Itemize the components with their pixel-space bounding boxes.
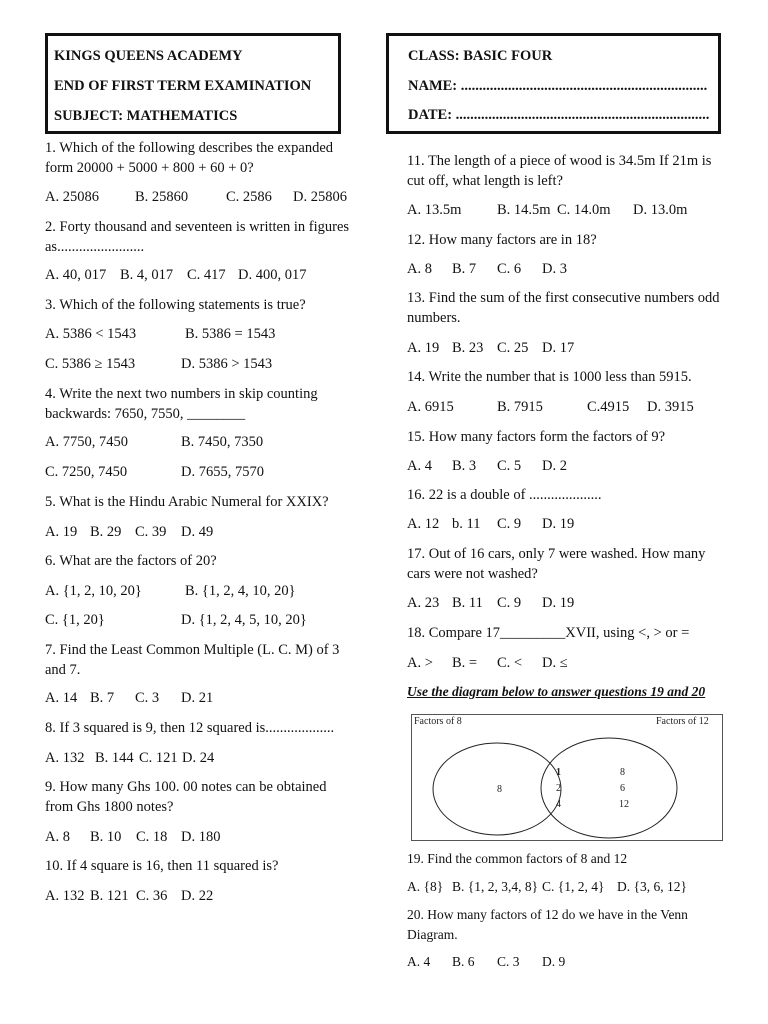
- question-13: 13. Find the sum of the first consecutive numbers odd numbers.: [407, 290, 720, 326]
- option: D. 22: [181, 888, 214, 904]
- option: C. 9: [497, 516, 522, 532]
- venn-common-item: 1: [556, 767, 561, 778]
- question-12: 12. How many factors are in 18?: [407, 232, 597, 248]
- option: B. {1, 2, 3,4, 8}: [452, 879, 539, 894]
- venn-left-only-item: 8: [497, 784, 502, 795]
- option: C. 18: [136, 829, 168, 845]
- venn-right-only-item: 8: [620, 767, 625, 778]
- diagram-instruction: Use the diagram below to answer questions 19 and 20: [407, 684, 706, 699]
- header-left-box: [45, 33, 341, 134]
- option: D. 3: [542, 261, 567, 277]
- option: D. ≤: [542, 655, 568, 671]
- option: A. 19: [407, 340, 440, 356]
- option: C. 36: [136, 888, 168, 904]
- option: B. 25860: [135, 189, 189, 205]
- venn-common-item: 4: [556, 799, 561, 810]
- option: D. 5386 > 1543: [181, 356, 273, 372]
- option: A. 132: [45, 750, 85, 766]
- option: C. 3: [135, 690, 160, 706]
- option: A. 14: [45, 690, 78, 706]
- option: D. 25806: [293, 189, 347, 205]
- option: C. {1, 2, 4}: [542, 879, 605, 894]
- exam-title: END OF FIRST TERM EXAMINATION: [54, 78, 312, 94]
- option: A. 8: [407, 261, 432, 277]
- option: C. 7250, 7450: [45, 464, 128, 480]
- subject-title: SUBJECT: MATHEMATICS: [54, 108, 238, 124]
- name-field: NAME: ....................................................................: [408, 78, 708, 94]
- option: C. 9: [497, 595, 522, 611]
- option: D. 13.0m: [633, 202, 688, 218]
- option: C.4915: [587, 399, 630, 415]
- option: C. 5386 ≥ 1543: [45, 356, 136, 372]
- option: D. 2: [542, 458, 567, 474]
- option: C. <: [497, 655, 523, 671]
- venn-right-only-item: 6: [620, 783, 625, 794]
- option: A. {1, 2, 10, 20}: [45, 583, 142, 599]
- question-1: 1. Which of the following describes the expanded form 20000 + 5000 + 800 + 60 + 0?: [45, 140, 334, 176]
- option: B. 7: [90, 690, 115, 706]
- option: D. 19: [542, 595, 575, 611]
- class-label: CLASS: BASIC FOUR: [408, 48, 553, 64]
- question-15: 15. How many factors form the factors of 9?: [407, 429, 666, 445]
- option: A. 6915: [407, 399, 454, 415]
- question-14: 14. Write the number that is 1000 less than 5915.: [407, 369, 692, 385]
- option: D. 49: [181, 524, 214, 540]
- option: B. =: [452, 655, 478, 671]
- date-field: DATE: ......................................................................: [408, 107, 710, 123]
- option: B. {1, 2, 4, 10, 20}: [185, 583, 296, 599]
- question-6: 6. What are the factors of 20?: [45, 553, 217, 569]
- question-2: 2. Forty thousand and seventeen is written in figures as........................: [45, 219, 350, 255]
- option: D. 180: [181, 829, 221, 845]
- option: A. 4: [407, 954, 431, 969]
- option: B. 7450, 7350: [181, 434, 264, 450]
- option: D. 400, 017: [238, 267, 307, 283]
- option: A. 19: [45, 524, 78, 540]
- option: D. 24: [182, 750, 215, 766]
- option: D. 19: [542, 516, 575, 532]
- question-18: 18. Compare 17_________XVII, using <, > or =: [407, 625, 690, 641]
- question-3: 3. Which of the following statements is true?: [45, 297, 306, 313]
- option: C. 14.0m: [557, 202, 611, 218]
- option: C. 39: [135, 524, 167, 540]
- option: B. 4, 017: [120, 267, 174, 283]
- question-8: 8. If 3 squared is 9, then 12 squared is...................: [45, 720, 335, 736]
- option: A. {8}: [407, 879, 444, 894]
- option: A. 40, 017: [45, 267, 107, 283]
- option: C. 121: [139, 750, 178, 766]
- option: C. 417: [187, 267, 226, 283]
- option: B. 6: [452, 954, 475, 969]
- venn-common-item: 2: [556, 783, 561, 794]
- option: D. 9: [542, 954, 566, 969]
- option: A. 13.5m: [407, 202, 462, 218]
- option: b. 11: [452, 516, 481, 532]
- question-20: 20. How many factors of 12 do we have in the Venn Diagram.: [407, 907, 688, 942]
- option: C. {1, 20}: [45, 612, 105, 628]
- option: A. 12: [407, 516, 440, 532]
- option: B. 7915: [497, 399, 543, 415]
- option: B. 7: [452, 261, 477, 277]
- option: B. 29: [90, 524, 122, 540]
- option: A. 4: [407, 458, 432, 474]
- question-5: 5. What is the Hindu Arabic Numeral for XXIX?: [45, 494, 329, 510]
- question-4: 4. Write the next two numbers in skip counting backwards: 7650, 7550, ________: [45, 386, 318, 422]
- option: B. 11: [452, 595, 483, 611]
- option: D. {3, 6, 12}: [617, 879, 687, 894]
- school-name: KINGS QUEENS ACADEMY: [54, 48, 243, 64]
- question-9: 9. How many Ghs 100. 00 notes can be obtained from Ghs 1800 notes?: [45, 779, 327, 815]
- option: B. 3: [452, 458, 477, 474]
- option: C. 5: [497, 458, 522, 474]
- option: D. 3915: [647, 399, 694, 415]
- option: A. 132: [45, 888, 85, 904]
- option: D. 7655, 7570: [181, 464, 264, 480]
- venn-right-title: Factors of 12: [656, 716, 709, 727]
- question-7: 7. Find the Least Common Multiple (L. C. M) of 3 and 7.: [45, 642, 340, 678]
- option: A. 25086: [45, 189, 99, 205]
- option: C. 25: [497, 340, 529, 356]
- option: B. 144: [95, 750, 134, 766]
- option: B. 14.5m: [497, 202, 551, 218]
- option: B. 121: [90, 888, 129, 904]
- header-right-box: [386, 33, 721, 134]
- option: B. 5386 = 1543: [185, 326, 276, 342]
- question-17: 17. Out of 16 cars, only 7 were washed. How many cars were not washed?: [407, 546, 706, 582]
- option: B. 10: [90, 829, 122, 845]
- option: A. 7750, 7450: [45, 434, 128, 450]
- option: D. 21: [181, 690, 214, 706]
- option: C. 2586: [226, 189, 272, 205]
- question-11: 11. The length of a piece of wood is 34.5m If 21m is cut off, what length is left?: [407, 153, 712, 189]
- venn-diagram: [411, 714, 723, 841]
- question-19: 19. Find the common factors of 8 and 12: [407, 851, 628, 866]
- option: B. 23: [452, 340, 484, 356]
- option: A. >: [407, 655, 433, 671]
- option: A. 8: [45, 829, 70, 845]
- option: C. 3: [497, 954, 520, 969]
- question-16: 16. 22 is a double of ....................: [407, 487, 602, 503]
- question-10: 10. If 4 square is 16, then 11 squared is?: [45, 858, 279, 874]
- option: D. 17: [542, 340, 575, 356]
- option: A. 5386 < 1543: [45, 326, 137, 342]
- venn-left-title: Factors of 8: [414, 716, 462, 727]
- option: D. {1, 2, 4, 5, 10, 20}: [181, 612, 307, 628]
- option: C. 6: [497, 261, 522, 277]
- option: A. 23: [407, 595, 440, 611]
- venn-right-only-item: 12: [619, 799, 629, 810]
